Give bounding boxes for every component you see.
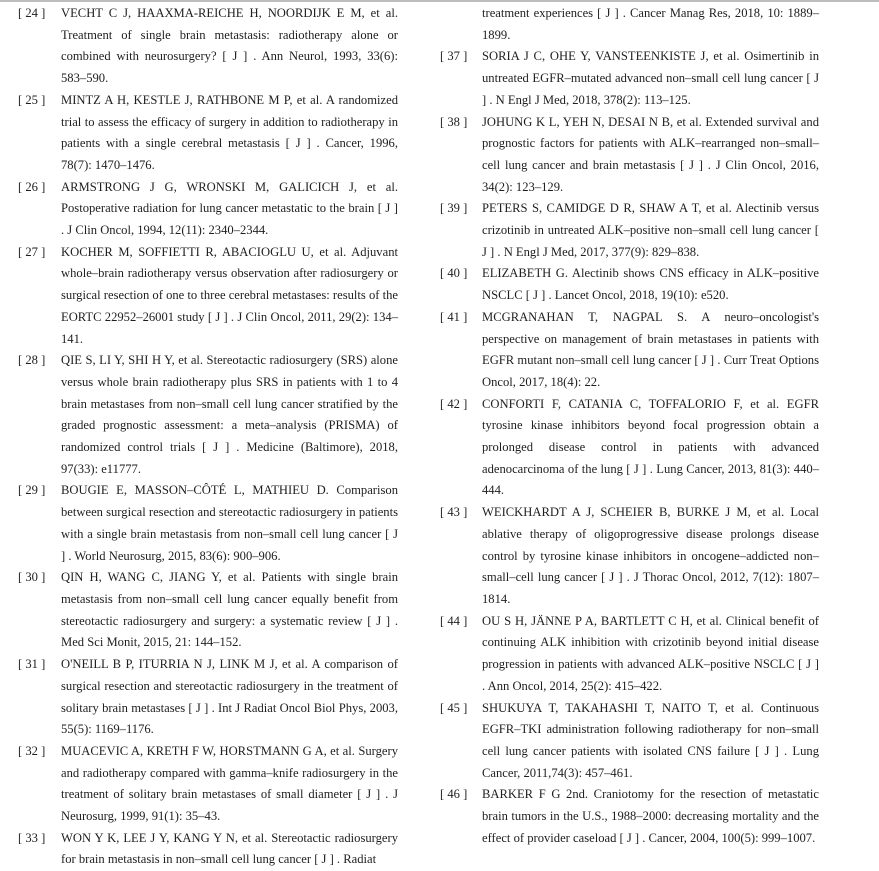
reference-text: BARKER F G 2nd. Craniotomy for the resection of metastatic brain tumors in the U.S., 1988–2000: decreasing mortality and the effect of provider caseload [ J ] . Cancer, 2004, 100(5): 999–1007.: [482, 787, 819, 845]
reference-number: [ 27 ]: [18, 244, 46, 259]
reference-text: QIE S, LI Y, SHI H Y, et al. Stereotactic radiosurgery (SRS) alone versus whole brain radiotherapy plus SRS in patients with 1 to 4 brain metastases from non–small cell lung cancer stratified by the graded prognostic assessment: a meta–analysis (PRISMA) of randomized control trials [ J ] . Medicine (Baltimore), 2018, 97(33): e11777.: [61, 353, 398, 476]
reference-item: [440, 784, 879, 849]
reference-text: KOCHER M, SOFFIETTI R, ABACIOGLU U, et al. Adjuvant whole–brain radiotherapy versus observation after radiosurgery or surgical resection of one to three cerebral metastases: results of the EORTC 22952–26001 study [ J ] . J Clin Oncol, 2011, 29(2): 134–141.: [61, 244, 398, 346]
reference-text: OU S H, JÄNNE P A, BARTLETT C H, et al. Clinical benefit of continuing ALK inhibition with crizotinib beyond initial disease progression in patients with advanced ALK–positive NSCLC [ J ] . Ann Oncol, 2014, 25(2): 415–422.: [482, 613, 819, 693]
reference-text: VECHT C J, HAAXMA-REICHE H, NOORDIJK E M, et al. Treatment of single brain metastasis: radiotherapy alone or combined with neurosurgery? [ J ] . Ann Neurol, 1993, 33(6): 583–590.: [61, 6, 398, 86]
reference-number: [ 40 ]: [440, 266, 468, 281]
reference-number: [ 32 ]: [18, 743, 46, 758]
reference-item: [440, 611, 879, 698]
reference-text: CONFORTI F, CATANIA C, TOFFALORIO F, et al. EGFR tyrosine kinase inhibitors beyond focal progression obtain a prolonged disease control in patients with advanced adenocarcinoma of the lung [ J ] . Lung Cancer, 2013, 81(3): 440–444.: [482, 396, 819, 498]
reference-number: [ 24 ]: [18, 6, 46, 20]
reference-text: O'NEILL B P, ITURRIA N J, LINK M J, et al. A comparison of surgical resection and stereotactic radiosurgery in the treatment of solitary brain metastases [ J ] . Int J Radiat Oncol Biol Phys, 2003, 55(5): 1169–1176.: [61, 657, 398, 737]
reference-text: SORIA J C, OHE Y, VANSTEENKISTE J, et al. Osimertinib in untreated EGFR–mutated advanced non–small cell lung cancer [ J ] . N Engl J Med, 2018, 378(2): 113–125.: [482, 49, 819, 107]
reference-text: ARMSTRONG J G, WRONSKI M, GALICICH J, et al. Postoperative radiation for lung cancer metastatic to the brain [ J ] . J Clin Oncol, 1994, 12(11): 2340–2344.: [61, 179, 398, 238]
reference-item: [440, 394, 879, 503]
reference-text: JOHUNG K L, YEH N, DESAI N B, et al. Extended survival and prognostic factors for patients with ALK–rearranged non–small–cell lung cancer and brain metastasis [ J ] . J Clin Oncol, 2016, 34(2): 123–129.: [482, 114, 819, 194]
reference-number: [ 29 ]: [18, 483, 46, 498]
reference-text: MCGRANAHAN T, NAGPAL S. A neuro–oncologist's perspective on management of brain metastases in patients with EGFR mutant non–small cell lung cancer [ J ] . Curr Treat Options Oncol, 2017, 18(4): 22.: [482, 309, 819, 389]
reference-text: WEICKHARDT A J, SCHEIER B, BURKE J M, et al. Local ablative therapy of oligoprogressive disease prolongs disease control by tyrosine kinase inhibitors in oncogene–addicted non–small–cell lung cancer [ J ] . J Thorac Oncol, 2012, 7(12): 1807–1814.: [482, 505, 819, 606]
reference-number: [ 37 ]: [440, 49, 468, 64]
reference-item: [440, 46, 879, 111]
reference-column-left: [0, 3, 440, 871]
reference-number: [ 25 ]: [18, 92, 46, 107]
reference-item: [0, 242, 440, 351]
reference-text: ELIZABETH G. Alectinib shows CNS efficacy in ALK–positive NSCLC [ J ] . Lancet Oncol, 2018, 19(10): e520.: [482, 266, 819, 303]
reference-number: [ 33 ]: [18, 830, 46, 845]
reference-number: [ 41 ]: [440, 309, 468, 324]
reference-item: [0, 828, 440, 871]
reference-text: MUACEVIC A, KRETH F W, HORSTMANN G A, et al. Surgery and radiotherapy compared with gamma–knife radiosurgery in the treatment of solitary brain metastases of small diameter [ J ] . J Neurosurg, 1999, 91(1): 35–43.: [61, 743, 398, 824]
reference-text: WON Y K, LEE J Y, KANG Y N, et al. Stereotactic radiosurgery for brain metastasis in non–small cell lung cancer [ J ] . Radiat: [61, 830, 398, 867]
reference-item: [0, 177, 440, 242]
reference-item: [0, 567, 440, 654]
reference-item: [0, 480, 440, 567]
reference-text: PETERS S, CAMIDGE D R, SHAW A T, et al. Alectinib versus crizotinib in untreated ALK–positive non–small cell lung cancer [ J ] . N Engl J Med, 2017, 377(9): 829–838.: [482, 201, 819, 259]
reference-number: [ 30 ]: [18, 570, 46, 585]
reference-number: [ 38 ]: [440, 114, 468, 129]
top-rule: [0, 0, 879, 2]
reference-item: [440, 112, 879, 199]
reference-number: [ 43 ]: [440, 505, 468, 520]
reference-number: [ 39 ]: [440, 201, 468, 216]
reference-number: [ 44 ]: [440, 613, 468, 628]
reference-item: [0, 741, 440, 828]
reference-column-right: [440, 3, 879, 849]
reference-number: [ 31 ]: [18, 657, 46, 672]
reference-item: [440, 698, 879, 785]
reference-number: [ 42 ]: [440, 396, 468, 411]
reference-text: treatment experiences [ J ] . Cancer Manag Res, 2018, 10: 1889–1899.: [482, 6, 819, 42]
reference-number: [ 45 ]: [440, 700, 468, 715]
reference-continuation: [440, 3, 879, 46]
reference-item: [440, 198, 879, 263]
reference-item: [440, 502, 879, 611]
reference-number: [ 28 ]: [18, 353, 46, 368]
reference-text: SHUKUYA T, TAKAHASHI T, NAITO T, et al. Continuous EGFR–TKI administration following radiotherapy for non–small cell lung cancer patients with isolated CNS failure [ J ] . Lung Cancer, 2011,74(3): 457–461.: [482, 700, 819, 780]
reference-item: [0, 3, 440, 90]
reference-text: BOUGIE E, MASSON–CÔTÉ L, MATHIEU D. Comparison between surgical resection and stereotactic radiosurgery in patients with a single brain metastasis from non–small cell lung cancer [ J ] . World Neurosurg, 2015, 83(6): 900–906.: [61, 483, 398, 563]
reference-text: MINTZ A H, KESTLE J, RATHBONE M P, et al. A randomized trial to assess the efficacy of surgery in addition to radiotherapy in patients with a single cerebral metastasis [ J ] . Cancer, 1996, 78(7): 1470–1476.: [61, 92, 398, 172]
reference-item: [0, 654, 440, 741]
reference-number: [ 46 ]: [440, 787, 468, 802]
reference-text: QIN H, WANG C, JIANG Y, et al. Patients with single brain metastasis from non–small cell lung cancer equally benefit from stereotactic radiosurgery and surgery: a systematic review [ J ] . Med Sci Monit, 2015, 21: 144–152.: [61, 570, 398, 650]
reference-item: [0, 350, 440, 480]
reference-item: [440, 263, 879, 306]
reference-number: [ 26 ]: [18, 179, 46, 194]
reference-item: [440, 307, 879, 394]
reference-item: [0, 90, 440, 177]
